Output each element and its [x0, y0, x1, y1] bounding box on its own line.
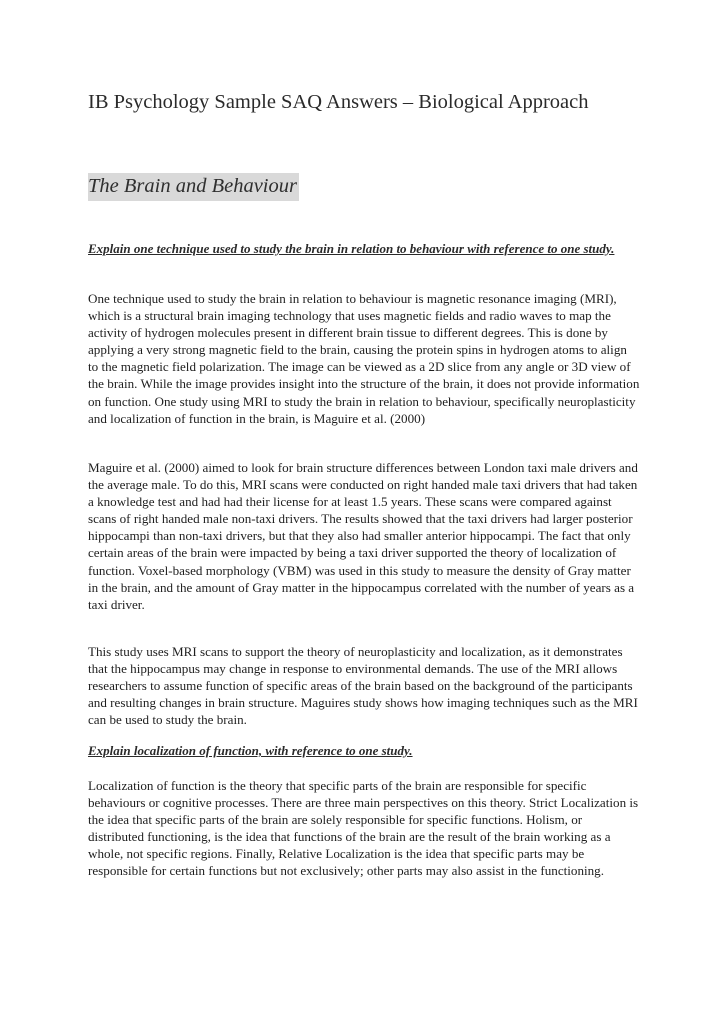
- question-heading: Explain localization of function, with reference to one study.: [88, 743, 413, 758]
- answer-paragraph: Localization of function is the theory that specific parts of the brain are responsible for specific behaviours or cognitive processes. There are three main perspectives on this theory. Strict Localization is the idea that specific parts of the brain are solely responsible for specific functions. Holism, or distributed functioning, is the idea that functions of the brain are the result of the brain working as a whole, not specific regions. Finally, Relative Localization is the idea that specific parts may be responsible for certain functions but not exclusively; other parts may also assist in the functioning.: [88, 778, 639, 879]
- section-heading: The Brain and Behaviour: [88, 173, 299, 201]
- answer-paragraph: One technique used to study the brain in relation to behaviour is magnetic resonance imaging (MRI), which is a structural brain imaging technology that uses magnetic fields and radio waves to map the activity of hydrogen molecules present in different brain tissue to different degrees. This is done by applying a very strong magnetic field to the brain, causing the protein spins in hydrogen atoms to align to the magnetic field polarization. The image can be viewed as a 2D slice from any angle or 3D view of the brain. While the image provides insight into the structure of the brain, it does not provide information on function. One study using MRI to study the brain in relation to behaviour, specifically neuroplasticity and localization of function in the brain, is Maguire et al. (2000): [88, 291, 640, 426]
- document-title: IB Psychology Sample SAQ Answers – Biological Approach: [88, 91, 589, 113]
- answer-paragraph: Maguire et al. (2000) aimed to look for brain structure differences between London taxi male drivers and the average male. To do this, MRI scans were conducted on right handed male taxi drivers that had taken a knowledge test and had had their license for at least 1.5 years. These scans were compared against scans of right handed male non-taxi drivers. The results showed that the taxi drivers had larger posterior hippocampi than non-taxi drivers, but that they also had smaller anterior hippocampi. The fact that only certain areas of the brain were impacted by being a taxi driver supported the theory of localization of function. Voxel-based morphology (VBM) was used in this study to measure the density of Gray matter in the brain, and the amount of Gray matter in the hippocampus correlated with the number of years as a taxi driver.: [88, 460, 638, 612]
- question-heading: Explain one technique used to study the brain in relation to behaviour with reference to one study.: [88, 241, 615, 256]
- answer-paragraph: This study uses MRI scans to support the theory of neuroplasticity and localization, as it demonstrates that the hippocampus may change in response to environmental demands. The use of the MRI allows researchers to assume function of specific areas of the brain based on the background of the participants and resulting changes in brain structure. Maguires study shows how imaging techniques such as the MRI can be used to study the brain.: [88, 644, 638, 728]
